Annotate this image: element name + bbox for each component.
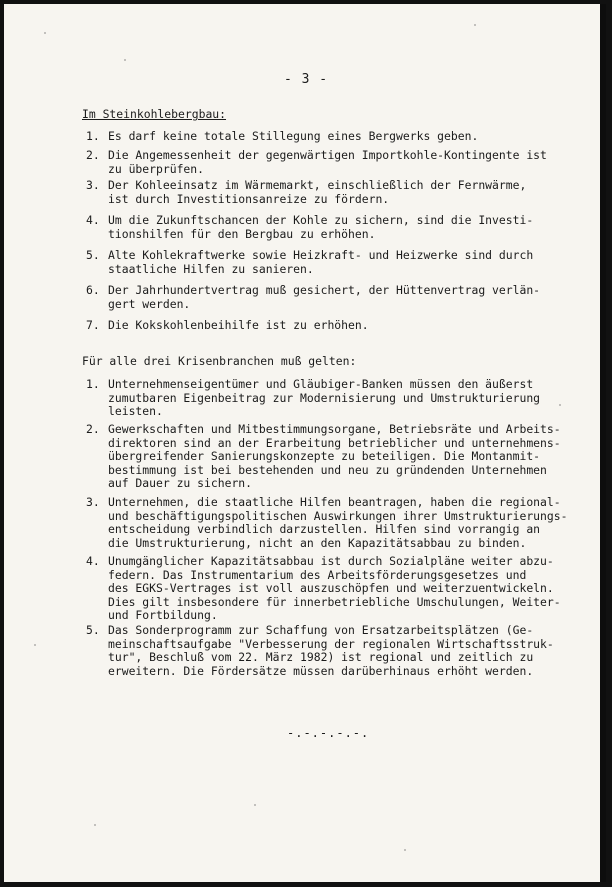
scan-speck bbox=[124, 59, 126, 61]
list-item bbox=[86, 214, 581, 241]
item-text: Gewerkschaften und Mitbestimmungsorgane, Betriebsräte und Arbeits- direktoren sind an der Erarbeitung betrieblicher und unternehmens- übergreifender Sanierungskonzepte zu beteiligen. Die Montanmit- bestimmung ist bei bestehenden und neu zu gründenden Unternehmen auf Dauer zu sichern. bbox=[108, 422, 561, 490]
item-text: Der Kohleeinsatz im Wärmemarkt, einschließlich der Fernwärme, ist durch Investitionsanreize zu fördern. bbox=[108, 178, 527, 206]
item-number: 7. bbox=[86, 318, 100, 332]
item-number: 5. bbox=[86, 248, 100, 262]
item-number: 4. bbox=[86, 213, 100, 227]
scan-speck bbox=[94, 824, 96, 826]
scan-speck bbox=[474, 24, 476, 26]
item-text: Das Sonderprogramm zur Schaffung von Ersatzarbeitsplätzen (Ge- meinschaftsaufgabe "Verbesserung der regionalen Wirtschaftsstruk- tur", Beschluß vom 22. März 1982) ist regional und zeitlich zu erweitern. Die Fördersätze müssen darüberhinaus erhöht werden. bbox=[108, 623, 554, 678]
list-item bbox=[86, 555, 581, 623]
list-item bbox=[86, 423, 581, 491]
scan-speck bbox=[254, 804, 256, 806]
list-item bbox=[86, 130, 581, 144]
item-text: Um die Zukunftschancen der Kohle zu sichern, sind die Investi- tionshilfen für den Bergbau zu erhöhen. bbox=[108, 213, 534, 241]
item-text: Unternehmenseigentümer und Gläubiger-Banken müssen den äußerst zumutbaren Eigenbeitrag zur Modernisierung und Umstrukturierung leisten. bbox=[108, 377, 541, 418]
list-item bbox=[86, 149, 581, 176]
list-item bbox=[86, 496, 581, 550]
item-text: Unumgänglicher Kapazitätsabbau ist durch Sozialpläne weiter abzu- federn. Das Instrumentarium des Arbeitsförderungsgesetzes und des EGKS-Vertrages ist voll auszuschöpfen und weiterzuentwickeln. Dies gilt insbesondere für innerbetriebliche Umschulungen, Weiter- und Fortbildung. bbox=[108, 554, 561, 622]
scan-speck bbox=[34, 644, 36, 646]
item-number: 2. bbox=[86, 422, 100, 436]
item-text: Die Kokskohlenbeihilfe ist zu erhöhen. bbox=[108, 318, 369, 332]
item-text: Der Jahrhundertvertrag muß gesichert, der Hüttenvertrag verlän- gert werden. bbox=[108, 283, 541, 311]
item-number: 6. bbox=[86, 283, 100, 297]
end-separator: -.-.-.-.-. bbox=[287, 726, 370, 740]
scan-speck bbox=[404, 849, 406, 851]
scan-edge bbox=[600, 4, 606, 882]
item-text: Die Angemessenheit der gegenwärtigen Importkohle-Kontingente ist zu überprüfen. bbox=[108, 148, 547, 176]
list-item bbox=[86, 179, 581, 206]
list-item bbox=[86, 378, 581, 419]
document-page bbox=[4, 4, 606, 882]
scan-speck bbox=[44, 32, 46, 34]
list-item bbox=[86, 284, 581, 311]
section-intro: Für alle drei Krisenbranchen muß gelten: bbox=[82, 354, 357, 368]
page-number: - 3 - bbox=[284, 72, 329, 87]
item-text: Unternehmen, die staatliche Hilfen beantragen, haben die regional- und beschäftigungspolitischen Auswirkungen ihrer Umstrukturierungs- entscheidung verbindlich darzustellen. Hilfen sind vorrangig an die Umstrukturierung, nicht an den Kapazitätsabbau zu binden. bbox=[108, 495, 568, 550]
item-text: Alte Kohlekraftwerke sowie Heizkraft- und Heizwerke sind durch staatliche Hilfen zu sanieren. bbox=[108, 248, 534, 276]
item-number: 1. bbox=[86, 129, 100, 143]
item-number: 4. bbox=[86, 554, 100, 568]
item-number: 2. bbox=[86, 148, 100, 162]
list-item bbox=[86, 319, 581, 333]
item-number: 1. bbox=[86, 377, 100, 391]
list-item bbox=[86, 249, 581, 276]
item-text: Es darf keine totale Stillegung eines Bergwerks geben. bbox=[108, 129, 479, 143]
item-number: 5. bbox=[86, 623, 100, 637]
section-heading: Im Steinkohlebergbau: bbox=[82, 107, 227, 121]
item-number: 3. bbox=[86, 178, 100, 192]
list-item bbox=[86, 624, 581, 678]
item-number: 3. bbox=[86, 495, 100, 509]
